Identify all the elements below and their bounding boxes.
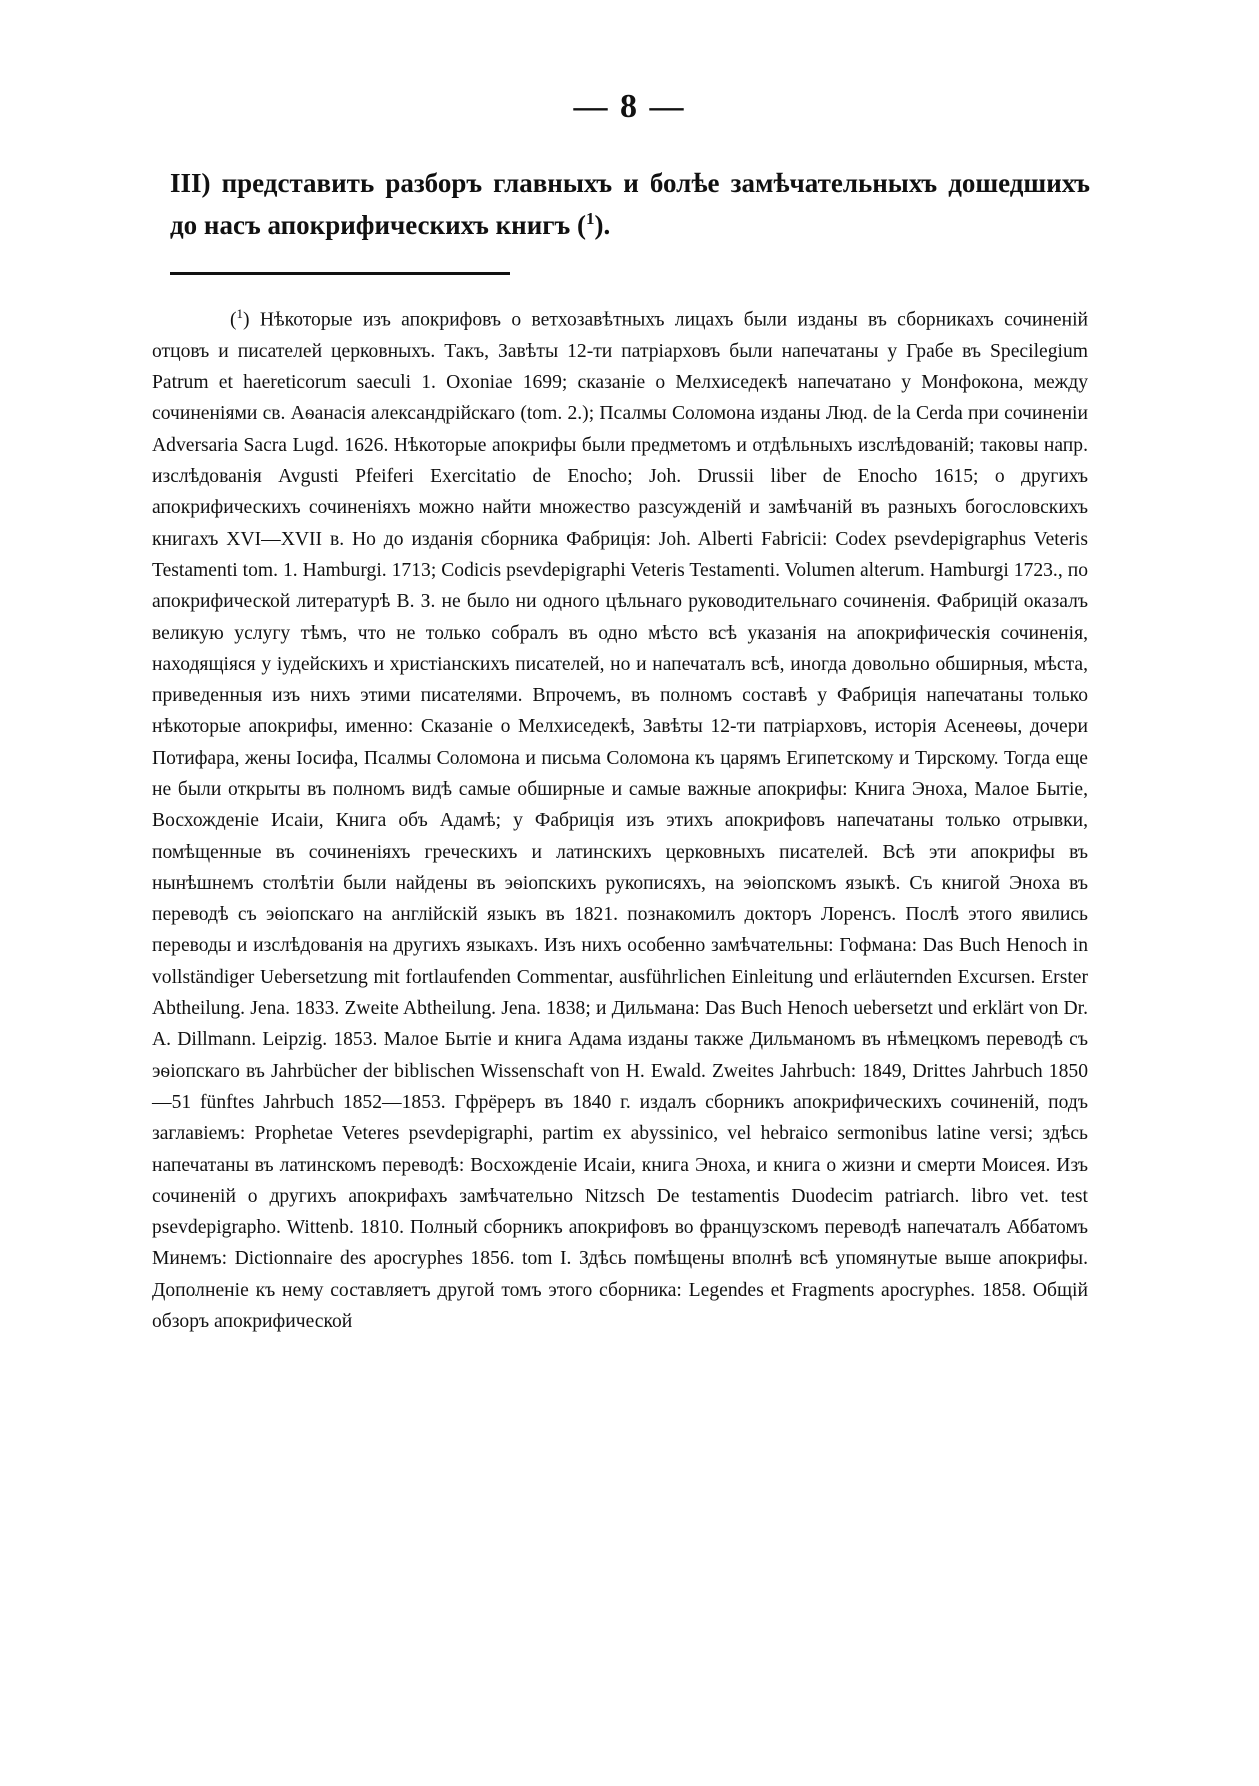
footnote-marker-open: ( <box>230 309 237 331</box>
section-heading <box>170 165 1090 243</box>
heading-footnote-ref: 1 <box>586 209 595 228</box>
footnote-divider <box>170 272 510 275</box>
footnote-marker-close: ) <box>243 309 250 331</box>
footnote <box>152 298 1088 1337</box>
footnote-marker: 1 <box>236 306 244 321</box>
heading-text: III) представить разборъ главныхъ и болѣе замѣчательныхъ дошедшихъ до насъ апокрифическихъ книгъ ( <box>170 168 1090 240</box>
page-number: — 8 — <box>573 88 686 125</box>
heading-close: ). <box>594 210 611 240</box>
footnote-text: Нѣкоторые изъ апокрифовъ о ветхозавѣтныхъ лицахъ были изданы въ сборникахъ сочиненій отцовъ и писателей церковныхъ. Такъ, Завѣты 12-ти патріарховъ были напечатаны у Грабе въ Specilegium Patrum et haereticorum saeculi 1. Oxoniae 1699; сказаніе о Мелхиседекѣ напечатано у Монфокона, между сочиненіями св. Аѳанасія александрійскаго (tom. 2.); Псалмы Соломона изданы Люд. de la Cerda при сочиненіи Adversaria Sacra Lugd. 1626. Нѣкоторые апокрифы были предметомъ и отдѣльныхъ изслѣдованій; таковы напр. изслѣдованія Avgusti Pfeiferi Exercitatio de Enocho; Joh. Drussii liber de Enocho 1615; о другихъ апокрифическихъ сочиненіяхъ можно найти множество разсужденій и замѣчаній въ разныхъ богословскихъ книгахъ XVI—XVII в. Но до изданія сборника Фабриція: Joh. Alberti Fabricii: Codex psevdepigraphus Veteris Testamenti tom. 1. Hamburgi. 1713; Codicis psevdepigraphi Veteris Testamenti. Volumen alterum. Hamburgi 1723., по апокрифической литературѣ В. З. не было ни одного цѣльнаго руководительнаго сочиненія. Фабрицій оказалъ великую услугу тѣмъ, что не только собралъ въ одно мѣсто всѣ указанія на апокрифическія сочиненія, находящіяся у іудейскихъ и христіанскихъ писателей, но и напечаталъ всѣ, иногда довольно обширныя, мѣста, приведенныя изъ нихъ этими писателями. Впрочемъ, въ полномъ составѣ у Фабриція напечатаны только нѣкоторые апокрифы, именно: Сказаніе о Мелхиседекѣ, Завѣты 12-ти патріарховъ, исторія Асенеѳы, дочери Потифара, жены Іосифа, Псалмы Соломона и письма Соломона къ царямъ Египетскому и Тирскому. Тогда еще не были открыты въ полномъ видѣ самые обширные и самые важные апокрифы: Книга Эноха, Малое Бытіе, Восхожденіе Исаіи, Книга объ Адамѣ; у Фабриція изъ этихъ апокрифовъ напечатаны только отрывки, помѣщенные въ сочиненіяхъ греческихъ и латинскихъ церковныхъ писателей. Всѣ эти апокрифы въ нынѣшнемъ столѣтіи были найдены въ эѳіопскихъ рукописяхъ, на эѳіопскомъ языкѣ. Съ книгой Эноха въ переводѣ съ эѳіопскаго на англійскій языкъ въ 1821. познакомилъ докторъ Лоренсъ. Послѣ этого явились переводы и изслѣдованія на другихъ языкахъ. Изъ нихъ особенно замѣчательны: Гофмана: Das Buch Henoch in vollständiger Uebersetzung mit fortlaufenden Commentar, ausführlichen Einleitung und erläuternden Excursen. Erster Abtheilung. Jena. 1833. Zweite Abtheilung. Jena. 1838; и Дильмана: Das Buch Henoch uebersetzt und erklärt von Dr. A. Dillmann. Leipzig. 1853. Малое Бытіе и книга Адама изданы также Дильманомъ въ нѣмецкомъ переводѣ съ эѳіопскаго въ Jahrbücher der biblischen Wissenschaft von H. Ewald. Zweites Jahrbuch: 1849, Drittes Jahrbuch 1850—51 fünftes Jahrbuch 1852—1853. Гфрёреръ въ 1840 г. издалъ сборникъ апокрифическихъ сочиненій, подъ заглавіемъ: Prophetae Veteres psevdepigraphi, partim ex abyssinico, vel hebraico sermonibus latine versi; здѣсь напечатаны въ латинскомъ переводѣ: Восхожденіе Исаіи, книга Эноха, и книга о жизни и смерти Моисея. Изъ сочиненій о другихъ апокрифахъ замѣчательно Nitzsch De testamentis Duodecim patriarch. libro vet. test psevdepigrapho. Wittenb. 1810. Полный сборникъ апокрифовъ во французскомъ переводѣ напечаталъ Аббатомъ Минемъ: Dictionnaire des apocryphes 1856. tom I. Здѣсь помѣщены вполнѣ всѣ упомянутые выше апокрифы. Дополненіе къ нему составляетъ другой томъ этого сборника: Legendes et Fragments apocryphes. 1858. Общій обзоръ апокрифической <box>152 309 1088 1333</box>
